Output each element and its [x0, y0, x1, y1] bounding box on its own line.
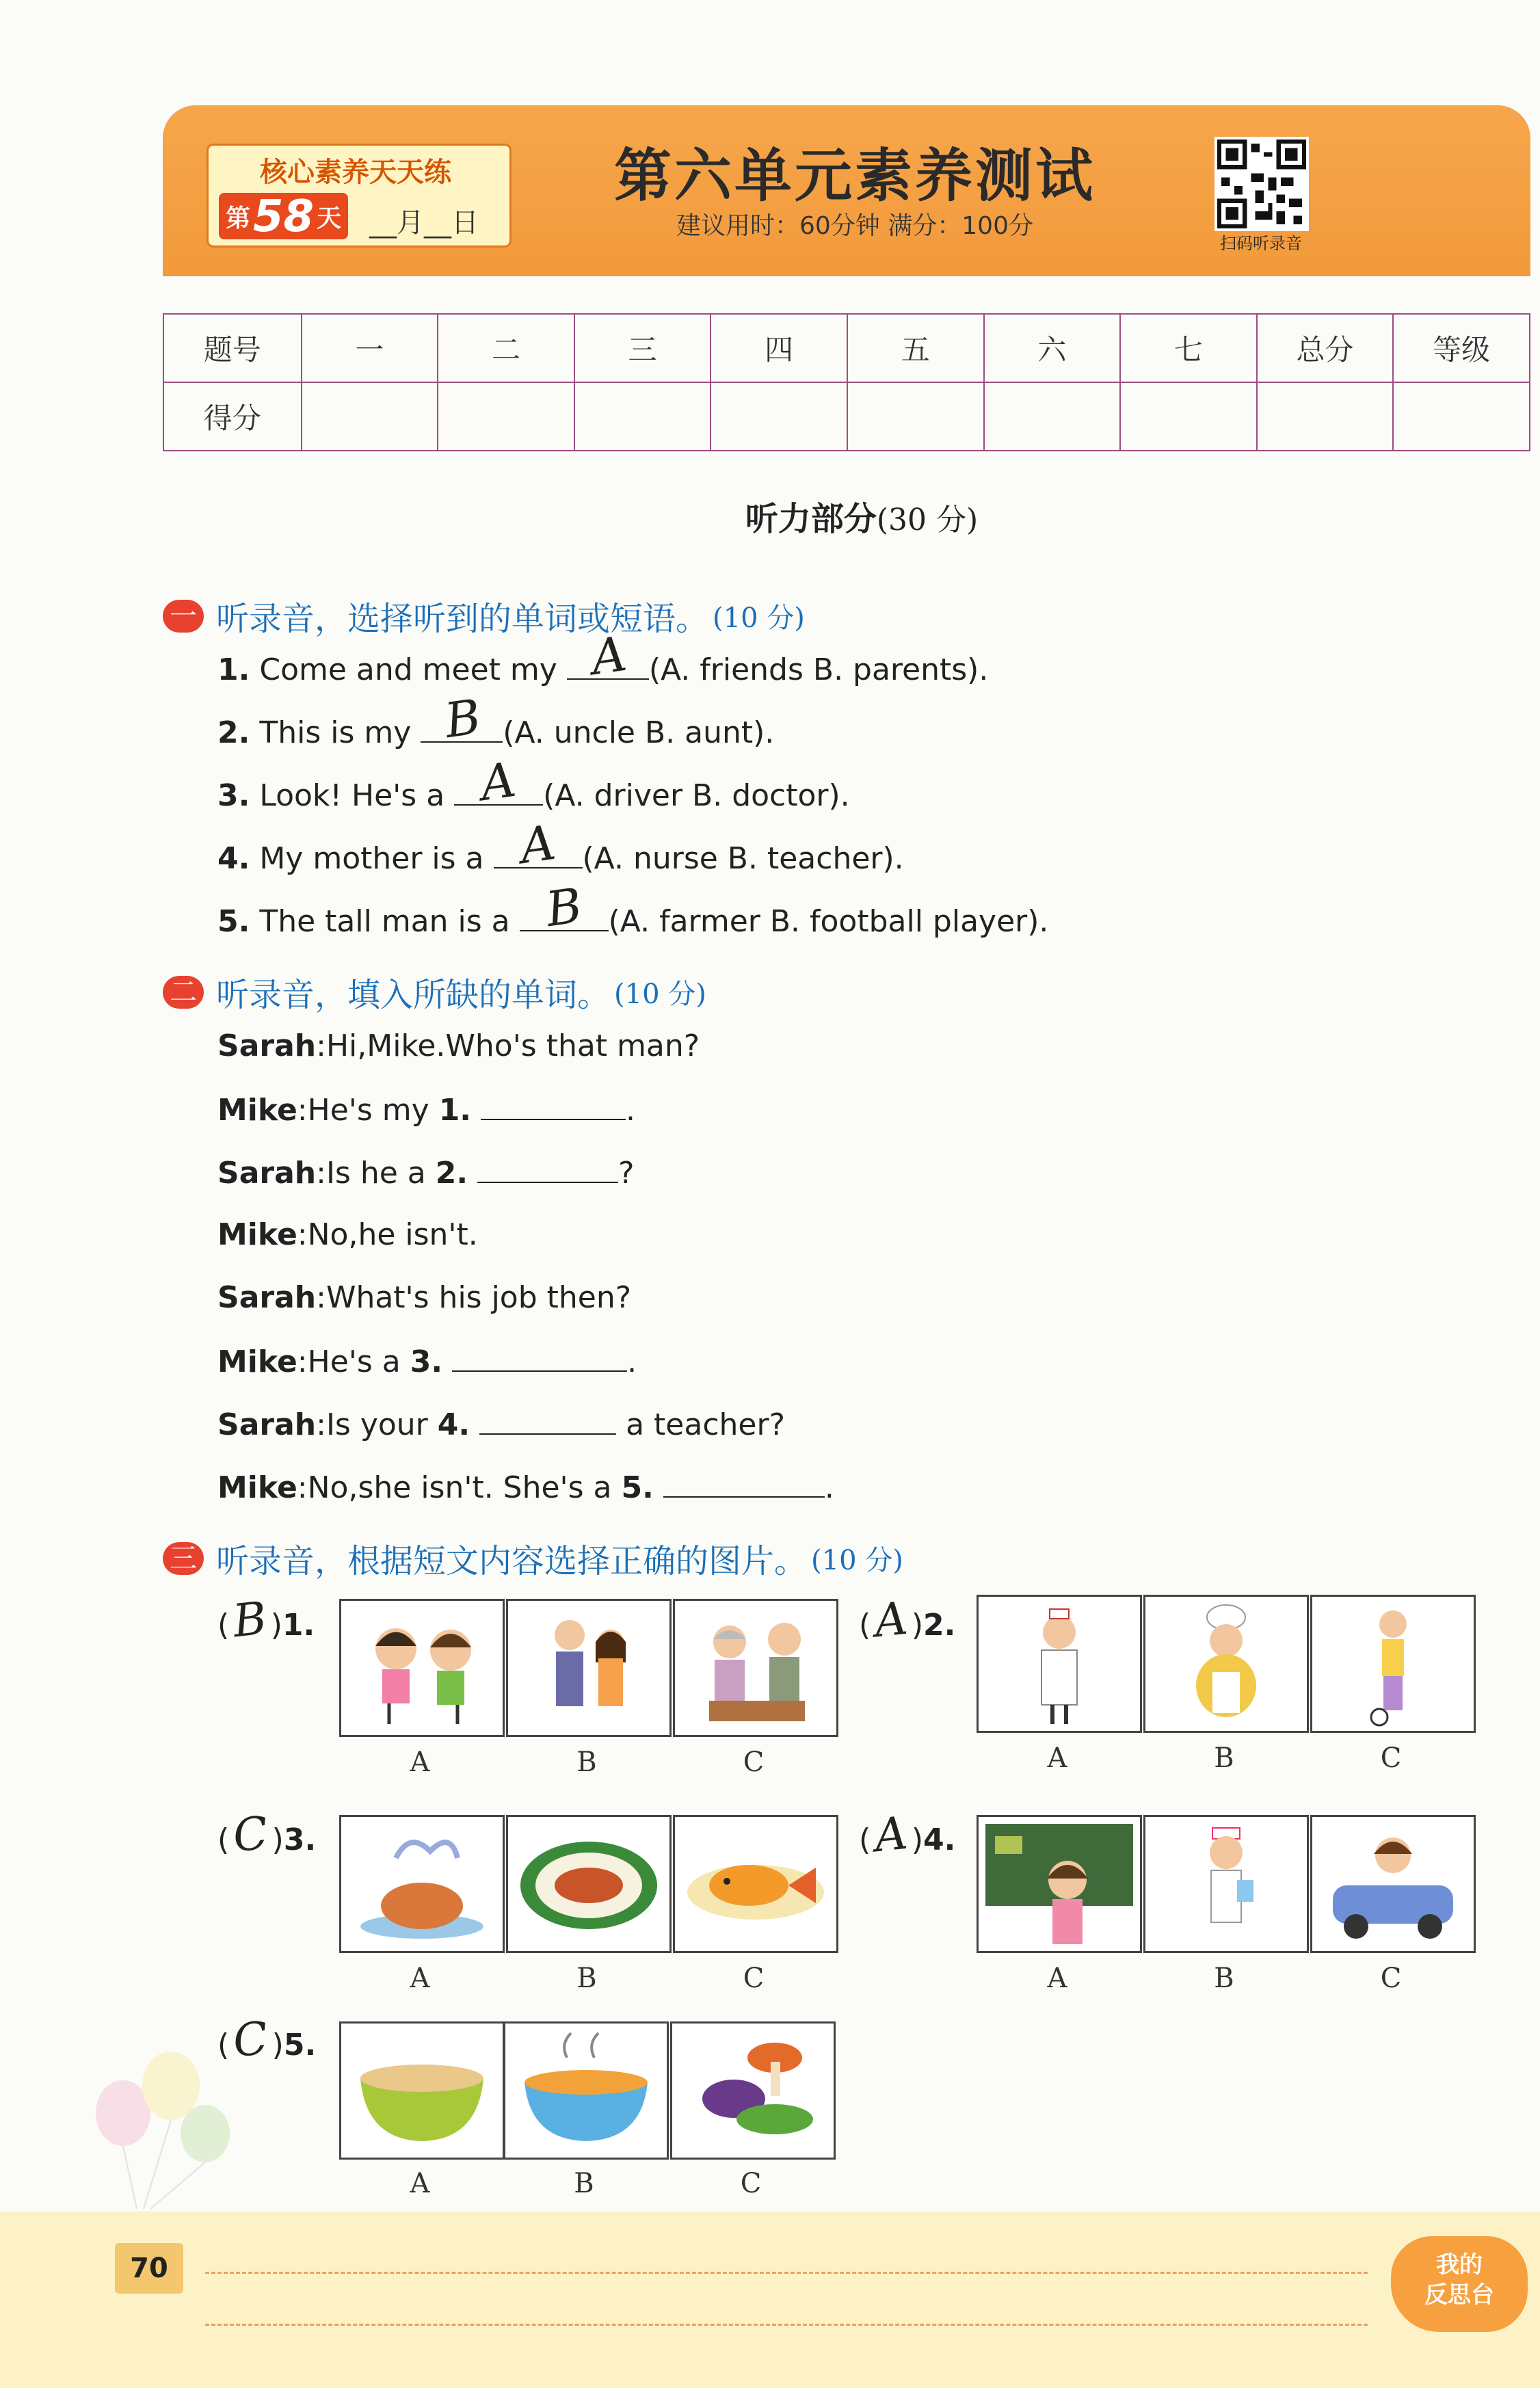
question-number: 1. — [282, 1608, 315, 1643]
question-number: 1. — [217, 652, 250, 687]
option-letter: A — [410, 2168, 430, 2199]
answer-blank[interactable] — [520, 877, 609, 938]
option-letter: C — [1380, 1742, 1402, 1774]
speaker: Mike — [217, 1217, 297, 1252]
section-title: 听录音，根据短文内容选择正确的图片。 — [216, 1542, 808, 1580]
footer-band — [0, 2212, 1540, 2388]
option-letter: B — [574, 2168, 594, 2199]
dialogue-line: Sarah:What's his job then? — [217, 1280, 632, 1315]
picture-option-fish-dish[interactable] — [506, 1815, 672, 1953]
picture-option-parents[interactable] — [506, 1599, 672, 1737]
question-line — [217, 877, 1049, 939]
section-points: (10 分) — [614, 979, 706, 1010]
blank-number: 2. — [435, 1156, 468, 1191]
question-line — [217, 688, 775, 750]
picture-option-grandparents[interactable] — [673, 1599, 838, 1737]
picture-option-teacher[interactable] — [977, 1815, 1142, 1953]
handwritten-answer: A — [477, 751, 520, 812]
handwritten-answer: C — [230, 1806, 271, 1863]
table-cell: 二 — [438, 314, 574, 382]
table-cell: 六 — [984, 314, 1121, 382]
question-options: (A. driver B. doctor). — [543, 778, 850, 813]
option-letter: C — [743, 1747, 765, 1778]
reflect-label-line1: 我的 — [1436, 2251, 1483, 2279]
question-number: 3. — [283, 1822, 317, 1857]
qr-caption: 扫码听录音 — [1220, 234, 1302, 253]
question-text: Look! He's a — [259, 778, 445, 813]
qr-code-icon[interactable] — [1214, 137, 1309, 231]
page-subtitle: 建议用时：60分钟 满分：100分 — [676, 212, 1033, 240]
score-input-cell[interactable] — [1120, 382, 1257, 451]
question-options: (A. farmer B. football player). — [608, 904, 1049, 939]
answer-blank[interactable] — [567, 625, 649, 687]
score-input-cell[interactable] — [302, 382, 438, 451]
option-letter: A — [410, 1963, 430, 1994]
badge-suffix: 天 — [317, 204, 342, 233]
section-2-heading — [163, 968, 706, 1016]
handwritten-answer: A — [872, 1806, 910, 1863]
picture-option-nurse[interactable] — [1143, 1815, 1309, 1953]
answer-blank[interactable] — [494, 814, 583, 875]
picture-option-doctor[interactable] — [977, 1595, 1142, 1733]
picture-option-two-girls[interactable] — [339, 1599, 505, 1737]
dialogue-line: Mike:He's my 1. . — [217, 1093, 636, 1128]
speaker: Sarah — [217, 1029, 317, 1063]
question-text: The tall man is a — [259, 904, 510, 939]
dialogue-end: . — [824, 1470, 834, 1505]
question-text: This is my — [259, 715, 412, 750]
option-letter: C — [1380, 1963, 1402, 1994]
section-3-heading — [163, 1535, 903, 1582]
picture-question-label[interactable]: (C)3. — [217, 1806, 317, 1863]
picture-option-vegetables[interactable] — [670, 2021, 836, 2160]
dialogue-end: . — [627, 1344, 637, 1379]
badge-title: 核心素养天天练 — [260, 157, 451, 188]
dialogue-line: Mike:He's a 3. . — [217, 1344, 637, 1379]
dialogue-text: He's a — [307, 1344, 401, 1379]
score-input-cell[interactable] — [711, 382, 847, 451]
speaker: Sarah — [217, 1407, 317, 1442]
section-number-icon: 三 — [163, 1542, 204, 1575]
option-letter: C — [740, 2168, 762, 2199]
score-input-cell[interactable] — [984, 382, 1121, 451]
option-letter: B — [1214, 1963, 1234, 1994]
handwritten-answer: A — [516, 814, 559, 875]
question-text: My mother is a — [259, 841, 484, 876]
dialogue-text: Hi,Mike.Who's that man? — [326, 1029, 700, 1063]
blank-number: 5. — [621, 1470, 654, 1505]
score-input-cell[interactable] — [1393, 382, 1530, 451]
section-1-heading — [163, 592, 805, 639]
question-number: 4. — [217, 841, 250, 876]
section-points: (10 分) — [811, 1545, 903, 1576]
question-line — [217, 751, 850, 813]
table-cell: 等级 — [1393, 314, 1530, 382]
fill-blank-input[interactable] — [477, 1154, 618, 1183]
picture-option-cook[interactable] — [1143, 1595, 1309, 1733]
picture-option-chicken[interactable] — [339, 1815, 505, 1953]
question-number: 5. — [217, 904, 250, 939]
score-input-cell[interactable] — [847, 382, 984, 451]
dialogue-end: ? — [618, 1156, 635, 1191]
question-line — [217, 814, 904, 876]
score-input-cell[interactable] — [574, 382, 711, 451]
picture-option-fish[interactable] — [673, 1815, 838, 1953]
speaker: Sarah — [217, 1156, 317, 1191]
listening-title-text: 听力部分 — [745, 500, 877, 538]
score-table-header-row — [163, 314, 1530, 382]
section-title: 听录音，填入所缺的单词。 — [216, 976, 611, 1014]
picture-question-label[interactable]: (B)1. — [217, 1591, 315, 1648]
dialogue-line: Sarah:Hi,Mike.Who's that man? — [217, 1029, 700, 1063]
score-table — [163, 313, 1530, 451]
table-cell: 得分 — [163, 382, 302, 451]
page-number: 70 — [115, 2243, 183, 2294]
handwritten-answer: A — [587, 625, 630, 687]
table-cell: 一 — [302, 314, 438, 382]
picture-question-label[interactable]: (A)2. — [859, 1591, 956, 1648]
answer-blank[interactable] — [421, 688, 503, 749]
blank-number: 1. — [438, 1093, 472, 1128]
reflection-corner-badge — [1391, 2236, 1528, 2332]
table-cell: 总分 — [1257, 314, 1394, 382]
option-letter: C — [743, 1963, 765, 1994]
question-line — [217, 625, 989, 687]
reflection-writing-line[interactable] — [205, 2272, 1368, 2274]
speaker: Sarah — [217, 1280, 317, 1315]
badge-day — [219, 191, 348, 242]
score-table-score-row — [163, 382, 1530, 451]
question-text: Come and meet my — [259, 652, 557, 687]
blank-number: 4. — [437, 1407, 470, 1442]
question-options: (A. nurse B. teacher). — [582, 841, 904, 876]
table-cell: 题号 — [163, 314, 302, 382]
question-number: 4. — [923, 1822, 956, 1857]
fill-blank-input[interactable] — [452, 1343, 627, 1372]
dialogue-text: He's my — [307, 1093, 429, 1128]
section-number-icon: 二 — [163, 976, 204, 1009]
dialogue-line: Mike:No,she isn't. She's a 5. . — [217, 1470, 834, 1505]
handwritten-answer: A — [872, 1591, 910, 1648]
section-points: (10 分) — [713, 602, 805, 634]
score-input-cell[interactable] — [1257, 382, 1394, 451]
listening-part-title — [0, 492, 1540, 540]
balloons-decoration — [82, 2038, 246, 2216]
section-number-icon: 一 — [163, 600, 204, 633]
fill-blank-input[interactable] — [479, 1406, 616, 1435]
page-title: 第六单元素养测试 — [613, 142, 1096, 209]
handwritten-answer: B — [542, 877, 585, 938]
picture-option-noodles[interactable] — [339, 2021, 505, 2160]
dialogue-line: Sarah:Is he a 2. ? — [217, 1156, 635, 1191]
picture-option-driver[interactable] — [1310, 1815, 1476, 1953]
dialogue-text: No,she isn't. She's a — [307, 1470, 612, 1505]
badge-prefix: 第 — [226, 204, 251, 233]
question-options: (A. friends B. parents). — [648, 652, 989, 687]
listening-points: (30 分) — [876, 503, 979, 538]
question-number: 2. — [923, 1608, 956, 1643]
picture-question-label[interactable]: (A)4. — [859, 1806, 956, 1863]
question-options: (A. uncle B. aunt). — [503, 715, 775, 750]
option-letter: A — [410, 1747, 430, 1778]
speaker: Mike — [217, 1344, 297, 1379]
table-cell: 五 — [847, 314, 984, 382]
badge-day-number: 58 — [253, 191, 315, 242]
question-number: 5. — [283, 2028, 317, 2062]
handwritten-answer: C — [230, 2011, 271, 2068]
table-cell: 三 — [574, 314, 711, 382]
picture-option-soup[interactable] — [503, 2021, 669, 2160]
dialogue-end: . — [626, 1093, 636, 1128]
fill-blank-input[interactable] — [481, 1091, 626, 1120]
section-title: 听录音，选择听到的单词或短语。 — [216, 600, 709, 638]
option-letter: B — [576, 1963, 597, 1994]
question-number: 3. — [217, 778, 250, 813]
option-letter: B — [576, 1747, 597, 1778]
score-input-cell[interactable] — [438, 382, 574, 451]
handwritten-answer: B — [230, 1591, 269, 1648]
reflection-writing-line[interactable] — [205, 2324, 1368, 2326]
dialogue-text: What's his job then? — [326, 1280, 632, 1315]
answer-blank[interactable] — [454, 751, 543, 812]
dialogue-end: a teacher? — [626, 1407, 785, 1442]
table-cell: 四 — [711, 314, 847, 382]
picture-option-football-player[interactable] — [1310, 1595, 1476, 1733]
option-letter: B — [1214, 1742, 1234, 1774]
dialogue-line: Sarah:Is your 4. a teacher? — [217, 1407, 785, 1442]
speaker: Mike — [217, 1470, 297, 1505]
fill-blank-input[interactable] — [663, 1469, 825, 1498]
dialogue-text: No,he isn't. — [307, 1217, 478, 1252]
reflect-label-line2: 反思台 — [1424, 2281, 1494, 2309]
question-number: 2. — [217, 715, 250, 750]
dialogue-text: Is he a — [326, 1156, 426, 1191]
date-field: __月__日 — [369, 207, 479, 239]
option-letter: A — [1047, 1963, 1067, 1994]
speaker: Mike — [217, 1093, 297, 1128]
picture-question-label[interactable]: (C)5. — [217, 2011, 317, 2068]
blank-number: 3. — [410, 1344, 443, 1379]
dialogue-line: Mike:No,he isn't. — [217, 1217, 478, 1252]
dialogue-text: Is your — [326, 1407, 428, 1442]
table-cell: 七 — [1120, 314, 1257, 382]
option-letter: A — [1047, 1742, 1067, 1774]
banner-scallop-edge — [163, 258, 1530, 286]
handwritten-answer: B — [441, 688, 485, 749]
